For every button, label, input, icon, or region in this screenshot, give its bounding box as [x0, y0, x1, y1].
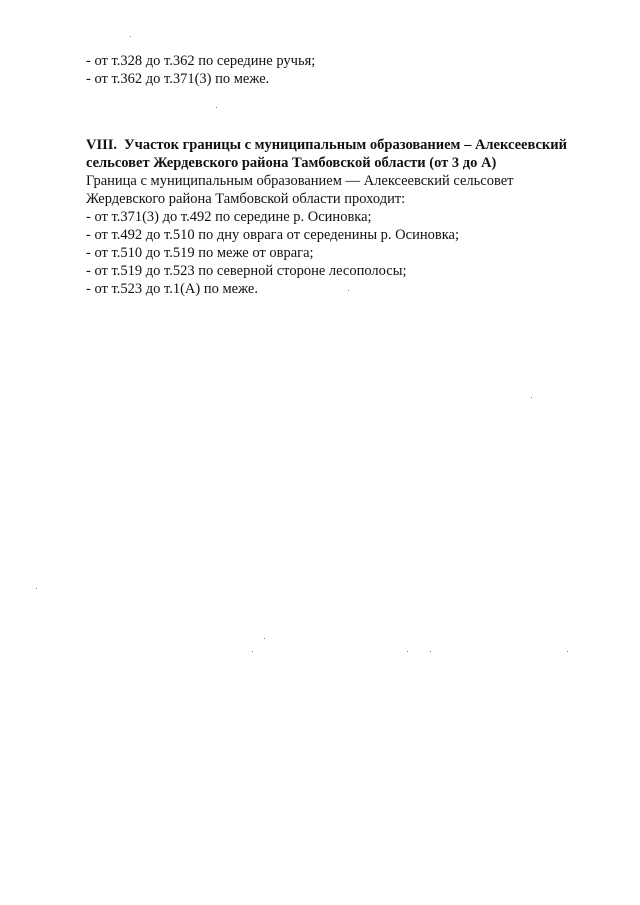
scan-speck	[36, 588, 37, 589]
section-number: VIII.	[86, 137, 118, 153]
list-item: - от т.492 до т.510 по дну оврага от середенины р. Осиновка;	[86, 227, 459, 243]
scan-speck	[348, 290, 349, 291]
list-item: - от т.523 до т.1(А) по меже.	[86, 281, 258, 297]
section-intro: Жердевского района Тамбовской области проходит:	[86, 191, 406, 207]
scan-speck	[130, 36, 131, 37]
scan-speck	[531, 397, 532, 398]
list-item: - от т.519 до т.523 по северной стороне лесополосы;	[86, 263, 407, 279]
list-item: - от т.328 до т.362 по середине ручья;	[86, 53, 316, 69]
scan-speck	[216, 107, 217, 108]
list-item: - от т.362 до т.371(3) по меже.	[86, 71, 270, 87]
section-intro: Граница с муниципальным образованием — Алексеевский сельсовет	[86, 173, 514, 189]
scan-speck	[407, 651, 408, 652]
list-item: - от т.510 до т.519 по меже от оврага;	[86, 245, 314, 261]
section-title: Участок границы с муниципальным образованием – Алексеевский сельсовет Жердевского района Тамбовской области (от 3 до А)	[86, 137, 567, 171]
section-heading	[86, 136, 616, 172]
scan-speck	[264, 638, 265, 639]
scan-speck	[430, 651, 431, 652]
scan-speck	[252, 651, 253, 652]
list-item: - от т.371(3) до т.492 по середине р. Осиновка;	[86, 209, 372, 225]
scan-speck	[567, 651, 568, 652]
